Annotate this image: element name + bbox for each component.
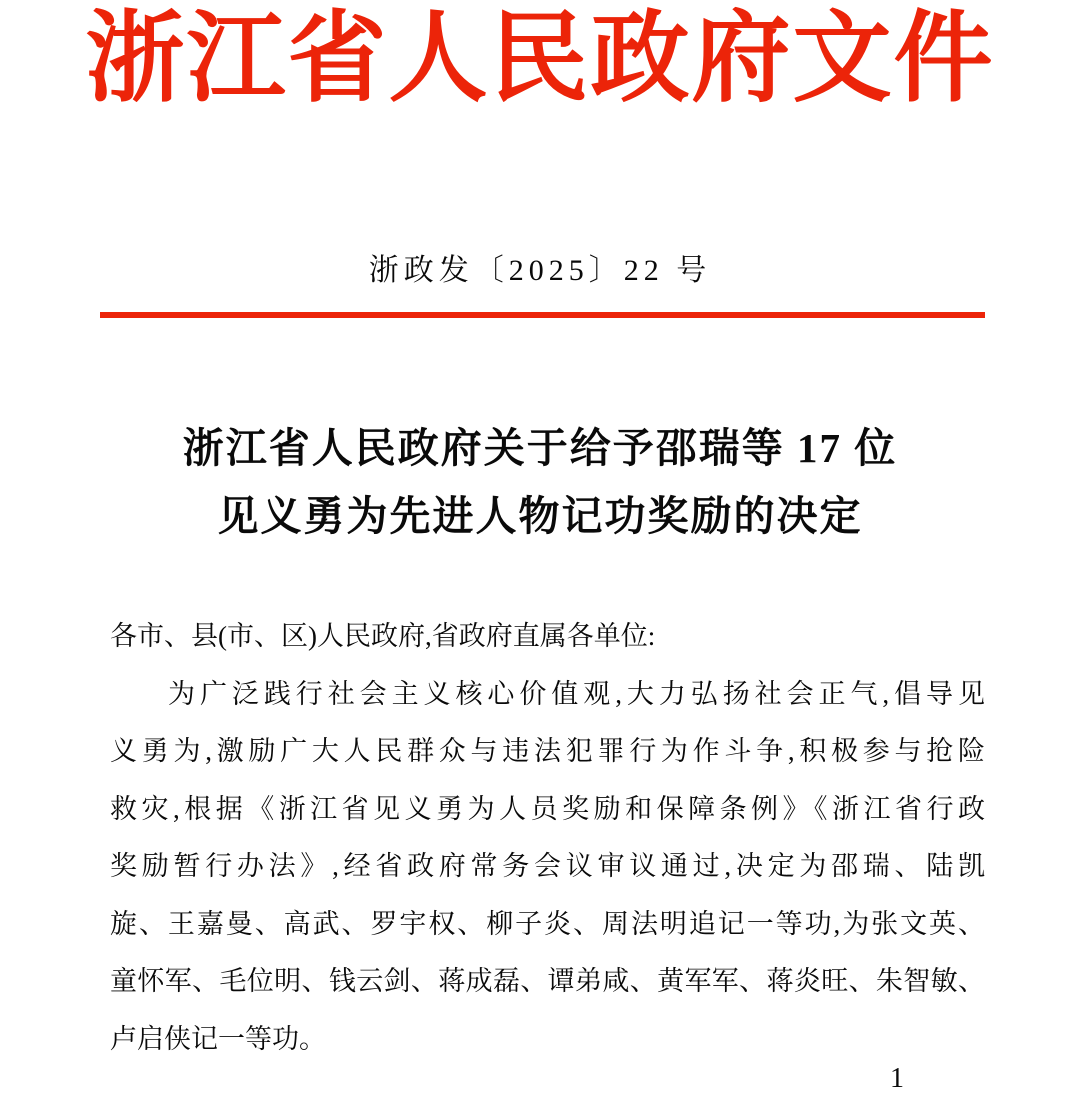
document-reference-number: 浙政发〔2025〕22 号 [368, 254, 712, 287]
document-title [0, 414, 1080, 550]
body-line-4: 救灾,根据《浙江省见义勇为人员奖励和保障条例》《浙江省行政 [110, 793, 985, 824]
document-title-line-1: 浙江省人民政府关于给予邵瑞等 17 位 [182, 425, 898, 471]
body-line-2: 为广泛践行社会主义核心价值观,大力弘扬社会正气,倡导见 [168, 678, 985, 709]
red-header-masthead: 浙江省人民政府文件 [85, 5, 995, 114]
body-line-5: 奖励暂行办法》,经省政府常务会议审议通过,决定为邵瑞、陆凯 [110, 851, 985, 881]
document-body [110, 608, 985, 1068]
body-line-8: 卢启侠记一等功。 [110, 1023, 326, 1054]
body-line-3: 义勇为,激励广大人民群众与违法犯罪行为作斗争,积极参与抢险 [110, 736, 985, 766]
body-line-7: 童怀军、毛位明、钱云剑、蒋成磊、谭弟咸、黄军军、蒋炎旺、朱智敏、 [110, 966, 985, 996]
body-salutation-line: 各市、县(市、区)人民政府,省政府直属各单位: [110, 621, 656, 651]
red-separator-line [100, 312, 985, 318]
document-title-line-2: 见义勇为先进人物记功奖励的决定 [217, 493, 863, 539]
body-line-6: 旋、王嘉曼、高武、罗宇权、柳子炎、周法明追记一等功,为张文英、 [110, 908, 985, 939]
page-number: 1 [890, 1063, 904, 1094]
